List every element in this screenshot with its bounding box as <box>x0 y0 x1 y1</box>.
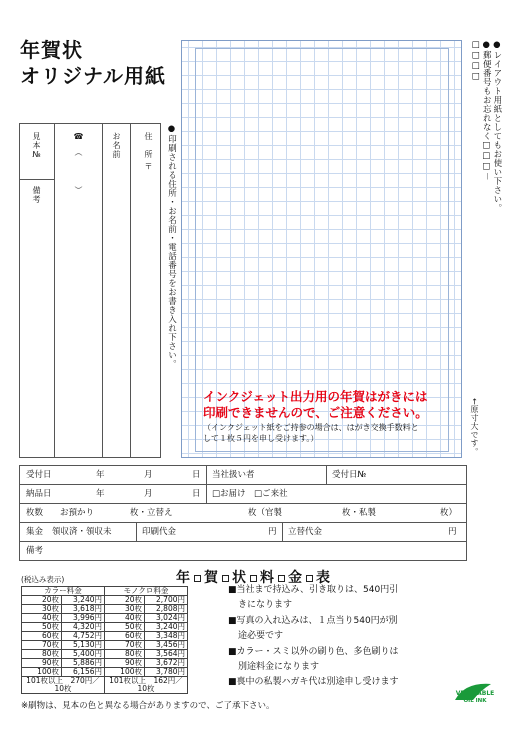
address-form-divider <box>54 124 55 457</box>
mono-header: モノクロ料金 <box>105 587 188 596</box>
print-fee-label: 印刷代金 <box>142 527 177 537</box>
heading-box <box>222 575 229 582</box>
address-instruction: ●印刷される住所・お名前・電話番号をお書き入れ下さい。 <box>166 124 177 369</box>
note-line: 途必要です <box>238 631 284 642</box>
vegetable-oil-ink-logo <box>451 680 499 704</box>
count-close: 枚） <box>440 508 458 518</box>
advance-fee-yen: 円 <box>448 527 457 537</box>
tel-paren-open: （ <box>74 148 83 157</box>
advance-fee-label: 立替代金 <box>288 527 323 537</box>
form-divider <box>326 466 327 484</box>
note-line: ■写真の入れ込みは、１点当り540円が別 <box>228 615 398 626</box>
mono-price: 3,240円 <box>145 623 188 632</box>
mono-price: 3,024円 <box>145 614 188 623</box>
inkjet-warning-line1: インクジェット出力用の年賀はがきには <box>203 389 428 404</box>
color-qty: 80枚 <box>22 650 62 659</box>
address-label: 住 所 <box>144 132 153 159</box>
heading-char: 金 <box>288 570 303 586</box>
color-price: 4,752円 <box>62 632 105 641</box>
price-table-footer <box>22 677 188 694</box>
print-fee-yen: 円 <box>268 527 277 537</box>
inkjet-fee-line1: （インクジェット紙をご持参の場合は、はがき交換手数料と <box>203 423 419 432</box>
tax-note: (税込み表示) <box>21 575 65 584</box>
tel-paren-close: ） <box>74 186 83 195</box>
actual-size-note: ←原寸大です。 <box>470 398 479 457</box>
mono-price: 2,808円 <box>145 605 188 614</box>
deposit-label: お預かり <box>60 508 95 518</box>
remarks-label: 備考 <box>32 186 41 204</box>
heading-char: 賀 <box>204 570 219 586</box>
heading-char: 状 <box>232 570 247 586</box>
mono-price: 3,672円 <box>145 659 188 668</box>
title-line1: 年賀状 <box>20 38 83 62</box>
mono-price: 2,700円 <box>145 596 188 605</box>
form-divider <box>206 485 207 503</box>
order-row-received <box>20 466 466 485</box>
color-disclaimer: ※刷物は、見本の色と異なる場合がありますので、ご了承下さい。 <box>21 701 275 711</box>
mono-footer: 101枚以上 162円／10枚 <box>105 677 188 694</box>
note-line: きになります <box>238 600 293 611</box>
heading-box <box>194 575 201 582</box>
received-year: 年 <box>96 470 105 480</box>
received-day: 日 <box>192 470 201 480</box>
color-price: 4,320円 <box>62 623 105 632</box>
order-form <box>19 465 467 561</box>
color-qty: 50枚 <box>22 623 62 632</box>
order-row-remarks <box>20 542 466 561</box>
received-no-label: 受付日№ <box>332 470 367 480</box>
price-table <box>21 586 188 694</box>
mono-price: 3,456円 <box>145 641 188 650</box>
mono-price: 3,564円 <box>145 650 188 659</box>
mono-qty: 60枚 <box>105 632 145 641</box>
private-count-label: 枚・私製 <box>342 508 377 518</box>
mono-price: 3,348円 <box>145 632 188 641</box>
received-date-label: 受付日 <box>26 470 52 480</box>
color-qty: 70枚 <box>22 641 62 650</box>
mono-qty: 20枚 <box>105 596 145 605</box>
note-line: 別途料金になります <box>238 662 320 673</box>
color-header: カラー料金 <box>22 587 105 596</box>
delivery-date-label: 納品日 <box>26 489 52 499</box>
heading-box <box>250 575 257 582</box>
logo-text-2: OIL INK <box>463 698 487 704</box>
note-line: ■喪中の私製ハガキ代は別途申し受けます <box>228 677 399 688</box>
inkjet-warning-line2: 印刷できませんので、ご注意ください。 <box>203 404 428 420</box>
sample-divider <box>20 179 54 180</box>
mono-qty: 80枚 <box>105 650 145 659</box>
inkjet-fee-line2: して１枚５円を申し受けます。） <box>203 433 319 443</box>
mono-qty: 90枚 <box>105 659 145 668</box>
order-row-payment <box>20 523 466 542</box>
color-price: 3,618円 <box>62 605 105 614</box>
color-qty: 40枚 <box>22 614 62 623</box>
color-price: 5,886円 <box>62 659 105 668</box>
mono-price: 3,780円 <box>145 668 188 677</box>
sample-no-label: 見本№ <box>32 132 41 160</box>
mono-qty: 50枚 <box>105 623 145 632</box>
mono-qty: 100枚 <box>105 668 145 677</box>
delivery-year: 年 <box>96 489 105 499</box>
color-qty: 90枚 <box>22 659 62 668</box>
logo-text-1: VEGETABLE <box>455 690 495 697</box>
staff-label: 当社扱い者 <box>212 470 255 480</box>
heading-char: 年 <box>176 570 191 586</box>
color-price: 5,130円 <box>62 641 105 650</box>
color-price: 6,156円 <box>62 668 105 677</box>
color-price: 3,240円 <box>62 596 105 605</box>
order-remarks-label: 備考 <box>26 546 44 556</box>
postal-mark: 〒 <box>144 162 153 171</box>
note-line: ■カラー・スミ以外の刷り色、多色刷りは <box>228 646 399 657</box>
stand-in-label: 枚・立替え <box>130 508 173 518</box>
form-divider <box>136 523 137 541</box>
delivery-month: 月 <box>144 489 153 499</box>
inkjet-warning <box>203 389 428 420</box>
color-qty: 100枚 <box>22 668 62 677</box>
form-divider <box>206 466 207 484</box>
layout-usage-note: ●レイアウト用紙としてもお使い下さい。●郵便番号もお忘れなく□□□－□□□□ <box>470 40 502 213</box>
count-label: 枚数 <box>26 508 44 518</box>
color-price: 5,400円 <box>62 650 105 659</box>
color-qty: 30枚 <box>22 605 62 614</box>
order-row-count <box>20 504 466 523</box>
received-month: 月 <box>144 470 153 480</box>
mono-qty: 70枚 <box>105 641 145 650</box>
form-divider <box>282 523 283 541</box>
delivery-method-checkboxes[interactable]: □お届け □ご来社 <box>212 489 288 499</box>
delivery-day: 日 <box>192 489 201 499</box>
address-form <box>19 123 161 458</box>
mono-qty: 40枚 <box>105 614 145 623</box>
official-count-label: 枚（官製 <box>248 508 283 518</box>
heading-char: 表 <box>316 570 331 586</box>
tel-label: ☎ <box>74 132 83 142</box>
address-form-divider <box>102 124 103 457</box>
note-line: ■当社まで持込み、引き取りは、540円引 <box>228 585 399 595</box>
color-qty: 60枚 <box>22 632 62 641</box>
color-footer: 101枚以上 270円／10枚 <box>22 677 105 694</box>
color-qty: 20枚 <box>22 596 62 605</box>
inkjet-fee-note <box>203 423 419 445</box>
title-line2: オリジナル用紙 <box>20 64 166 88</box>
collect-label: 集金 <box>26 527 44 537</box>
name-label: お名前 <box>112 132 121 159</box>
color-price: 3,996円 <box>62 614 105 623</box>
address-form-divider <box>130 124 131 457</box>
heading-box <box>278 575 285 582</box>
price-notes <box>228 583 468 691</box>
order-row-delivery <box>20 485 466 504</box>
heading-char: 料 <box>260 570 275 586</box>
mono-qty: 30枚 <box>105 605 145 614</box>
heading-box <box>306 575 313 582</box>
receipt-status: 領収済・領収未 <box>52 527 112 537</box>
